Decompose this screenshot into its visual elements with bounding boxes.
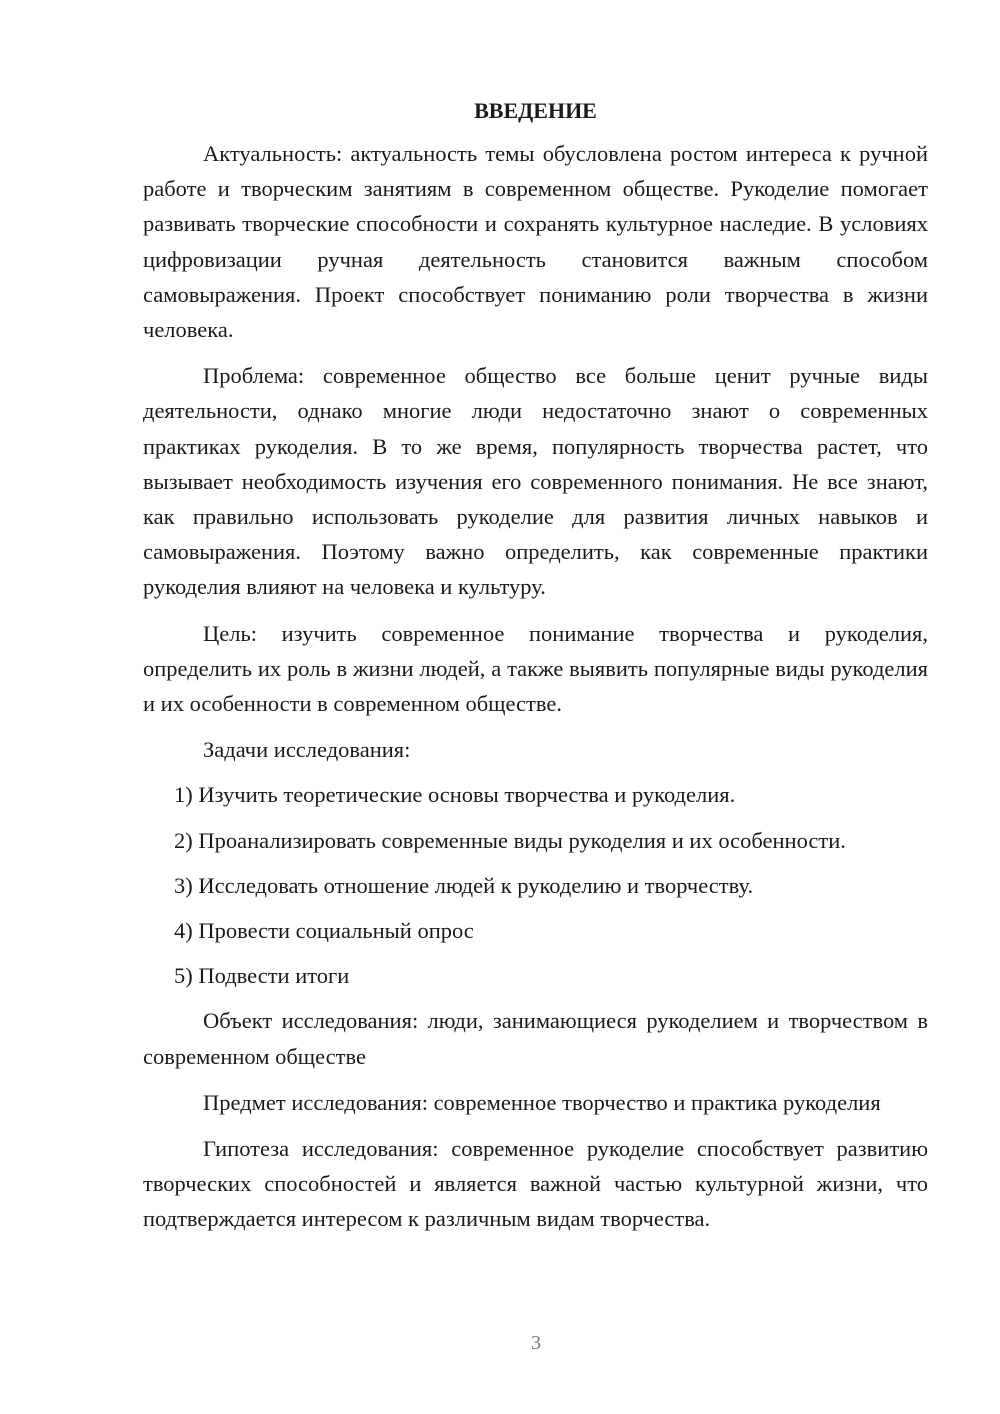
page-number: 3	[531, 1332, 541, 1354]
tasks-list	[143, 777, 928, 993]
paragraph-problem: Проблема: современное общество все больше ценит ручные виды деятельности, однако многие люди недостаточно знают о современных практиках рукоделия. В то же время, популярность творчества растет, что вызывает необходимость изучения его современного понимания. Не все знают, как правильно использовать рукоделие для развития личных навыков и самовыражения. Поэтому важно определить, как современные практики рукоделия влияют на человека и культуру.	[143, 363, 928, 600]
task-item: 2) Проанализировать современные виды рукоделия и их особенности.	[174, 827, 846, 853]
document-page	[143, 93, 928, 1248]
task-item: 4) Провести социальный опрос	[174, 918, 474, 944]
task-item: 3) Исследовать отношение людей к рукоделию и творчеству.	[174, 872, 754, 898]
paragraph-relevance: Актуальность: актуальность темы обусловлена ростом интереса к ручной работе и творческим занятиям в современном обществе. Рукоделие помогает развивать творческие способности и сохранять культурное наследие. В условиях цифровизации ручная деятельность становится важным способом самовыражения. Проект способствует пониманию роли творчества в жизни человека.	[143, 141, 928, 343]
paragraph-subject: Предмет исследования: современное творчество и практика рукоделия	[203, 1089, 881, 1115]
paragraph-hypothesis: Гипотеза исследования: современное рукоделие способствует развитию творческих способностей и является важной частью культурной жизни, что подтверждается интересом к различным видам творчества.	[143, 1136, 928, 1232]
tasks-title: Задачи исследования:	[203, 737, 411, 763]
section-heading: ВВЕДЕНИЕ	[474, 98, 597, 123]
paragraph-goal: Цель: изучить современное понимание творчества и рукоделия, определить их роль в жизни людей, а также выявить популярные виды рукоделия и их особенности в современном обществе.	[143, 620, 928, 717]
task-item: 5) Подвести итоги	[174, 963, 350, 989]
paragraph-object: Объект исследования: люди, занимающиеся рукоделием и творчеством в современном обществе	[143, 1008, 928, 1069]
task-item: 1) Изучить теоретические основы творчества и рукоделия.	[174, 782, 736, 808]
